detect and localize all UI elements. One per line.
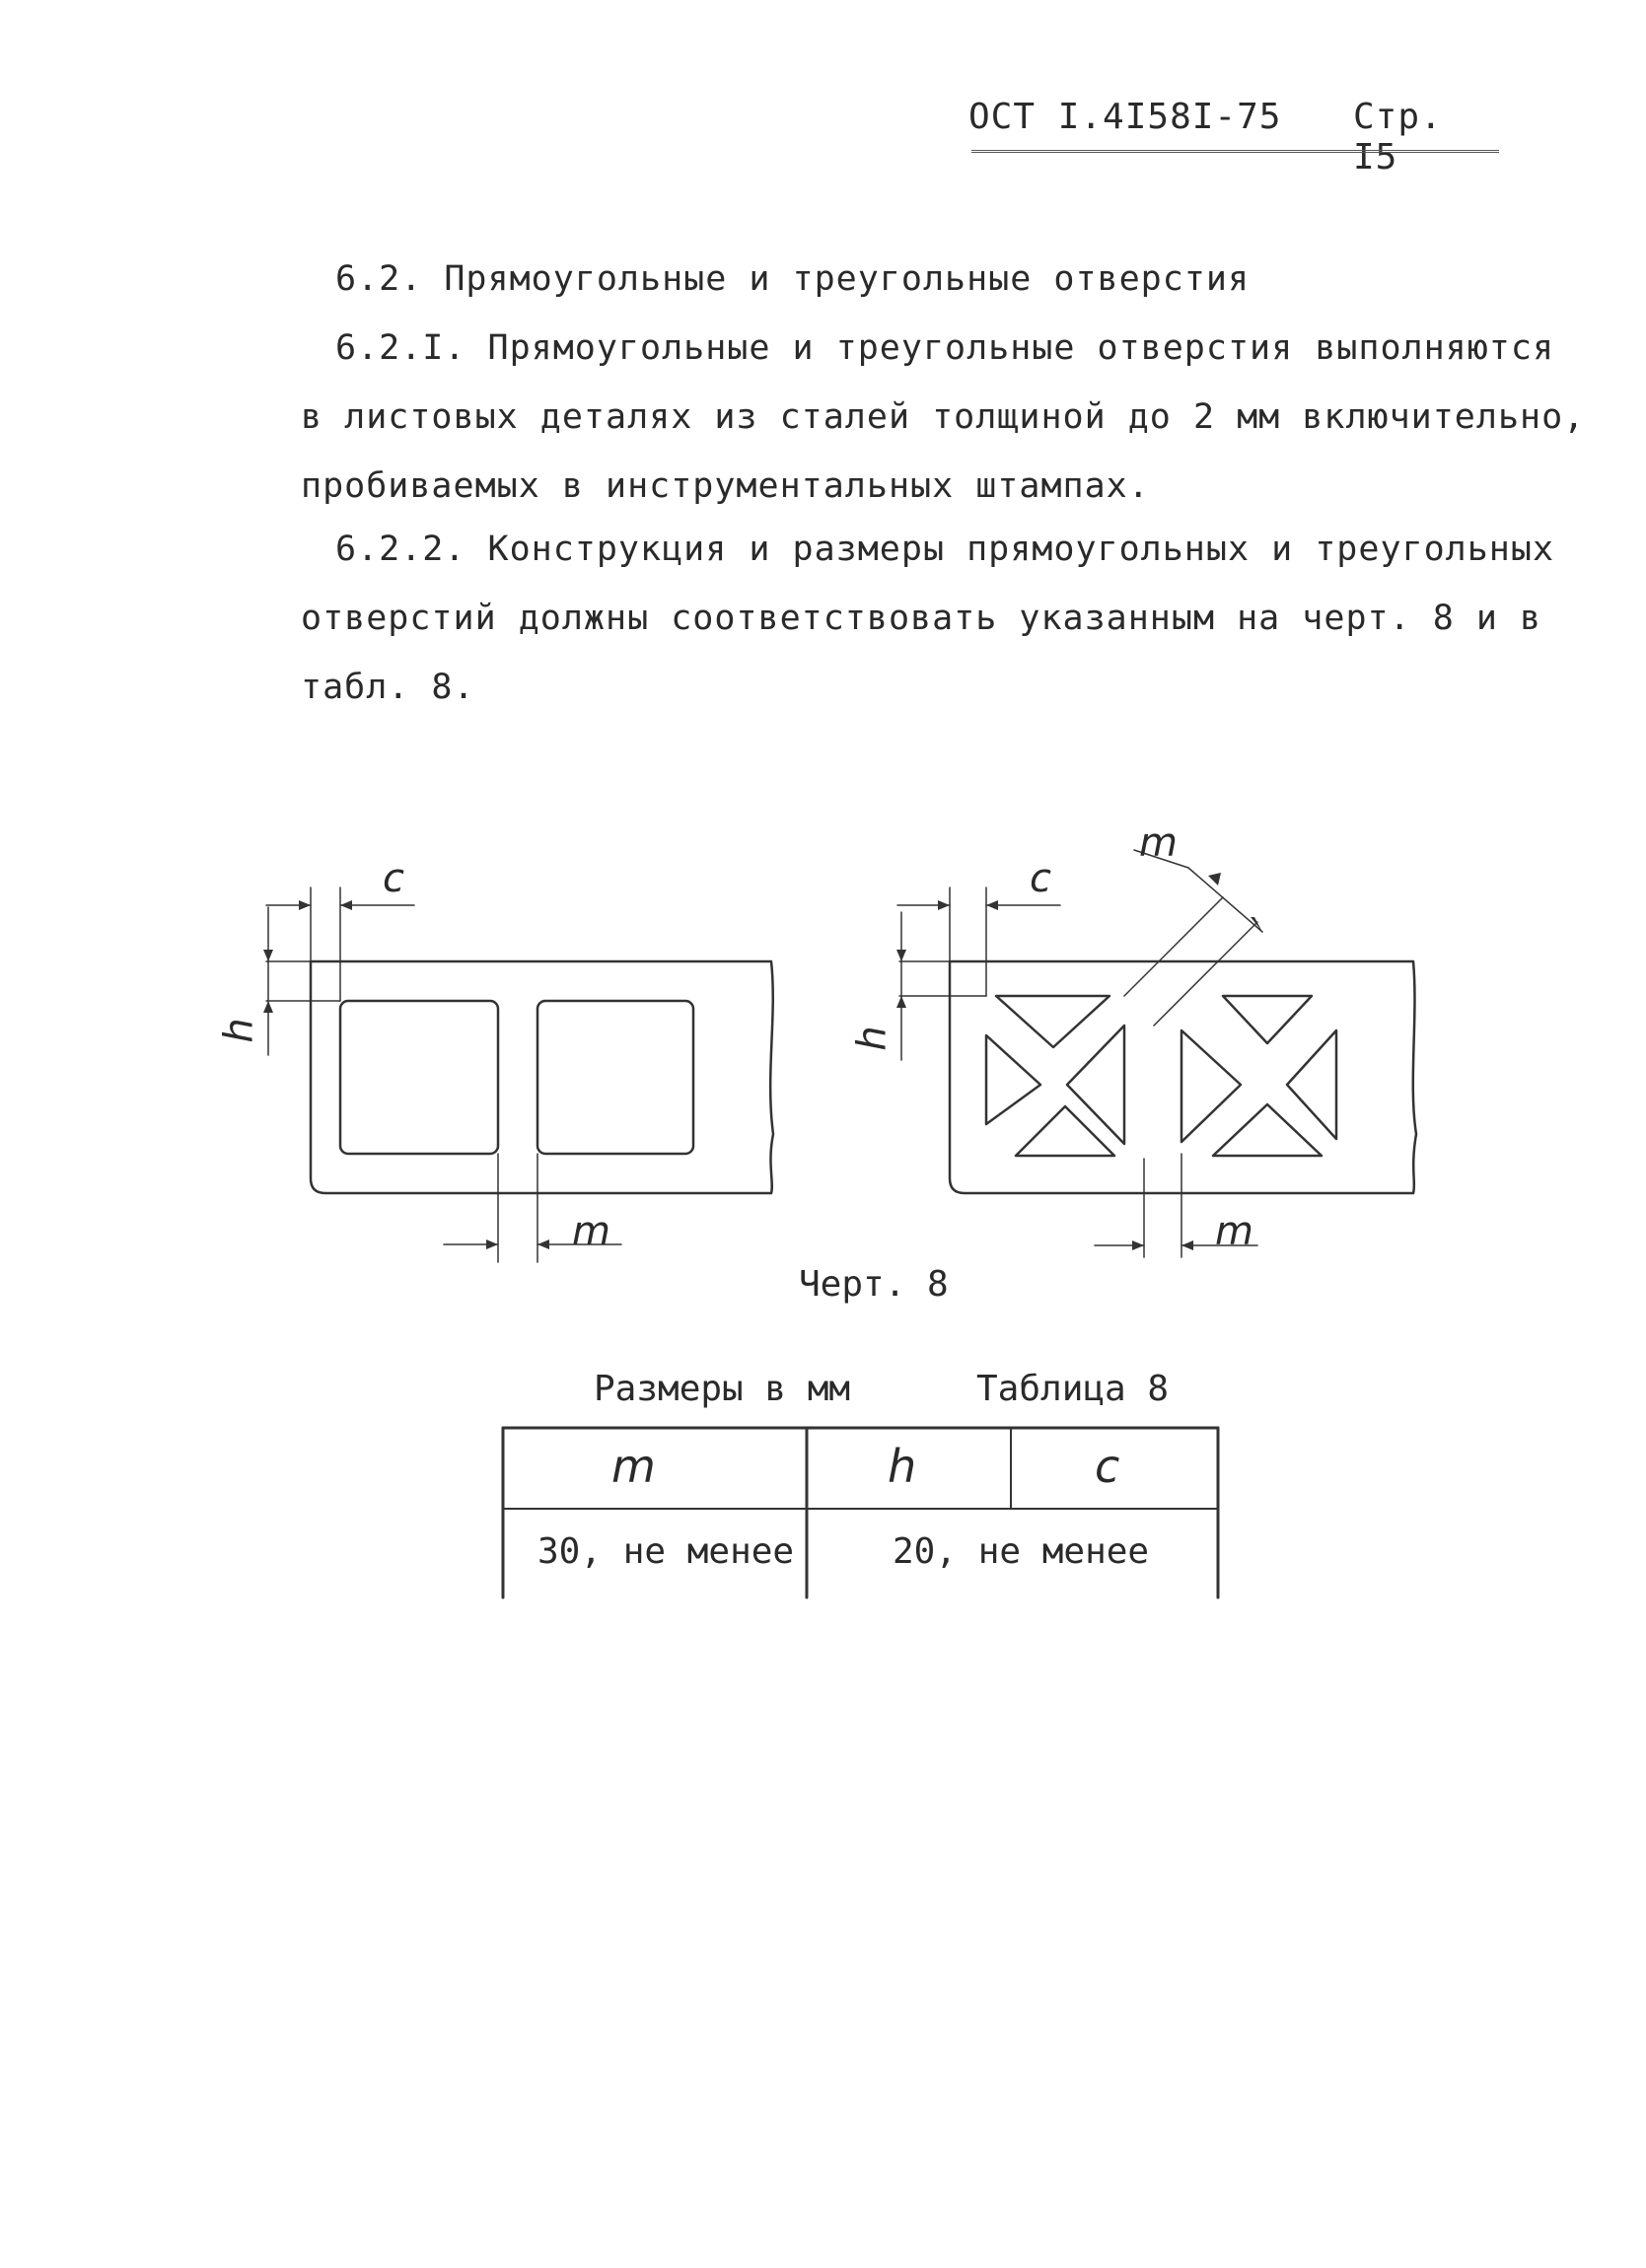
page-number: Стр. I5 [1353,97,1443,177]
paragraph-6-2-2-line-1: 6.2.2. Конструкция и размеры прямоугольных и треугольных [335,530,1555,569]
dim-label-m-right: m [1215,1209,1253,1254]
table-header-m: m [611,1440,656,1493]
table-title: Таблица 8 [976,1369,1170,1409]
section-title: 6.2. Прямоугольные и треугольные отверстия [335,259,1251,299]
triangle-hole-7 [1287,1030,1336,1139]
triangle-hole-2 [986,1035,1040,1124]
dim-label-m-left: m [572,1209,610,1254]
paragraph-6-2-2-line-2: отверстий должны соответствовать указанным на черт. 8 и в [301,599,1542,638]
left-square-hole-1 [340,1001,498,1154]
table-units: Размеры в мм [594,1369,851,1409]
paragraph-6-2-1-line-3: пробиваемых в инструментальных штампах. [301,466,1150,506]
paragraph-6-2-1-line-2: в листовых деталях из сталей толщиной до 2 мм включительно, [301,397,1586,437]
triangle-hole-3 [1067,1026,1124,1144]
triangle-hole-6 [1181,1030,1241,1142]
paragraph-6-2-2-line-3: табл. 8. [301,668,475,707]
triangle-hole-1 [996,996,1109,1047]
left-square-hole-2 [537,1001,693,1154]
table-header-c: c [1095,1440,1120,1493]
left-plate-outline [311,961,773,1193]
dim-label-h-right: h [849,1026,895,1051]
table-cell-h-c: 20, не менее [893,1531,1150,1572]
table-header-h: h [888,1440,917,1493]
triangle-hole-4 [1016,1106,1114,1156]
triangle-hole-8 [1213,1104,1322,1156]
triangle-hole-5 [1223,996,1312,1043]
table-cell-m: 30, не менее [537,1531,795,1572]
document-code: ОСТ I.4I58I-75 [968,97,1282,137]
dim-label-c-right: c [1030,856,1051,901]
figure-caption: Черт. 8 [799,1264,949,1305]
dim-label-c-left: c [383,856,404,901]
paragraph-6-2-1-line-1: 6.2.I. Прямоугольные и треугольные отверстия выполняются [335,328,1555,368]
dim-label-m-diagonal: m [1139,820,1178,866]
dim-label-h-left: h [216,1018,262,1043]
